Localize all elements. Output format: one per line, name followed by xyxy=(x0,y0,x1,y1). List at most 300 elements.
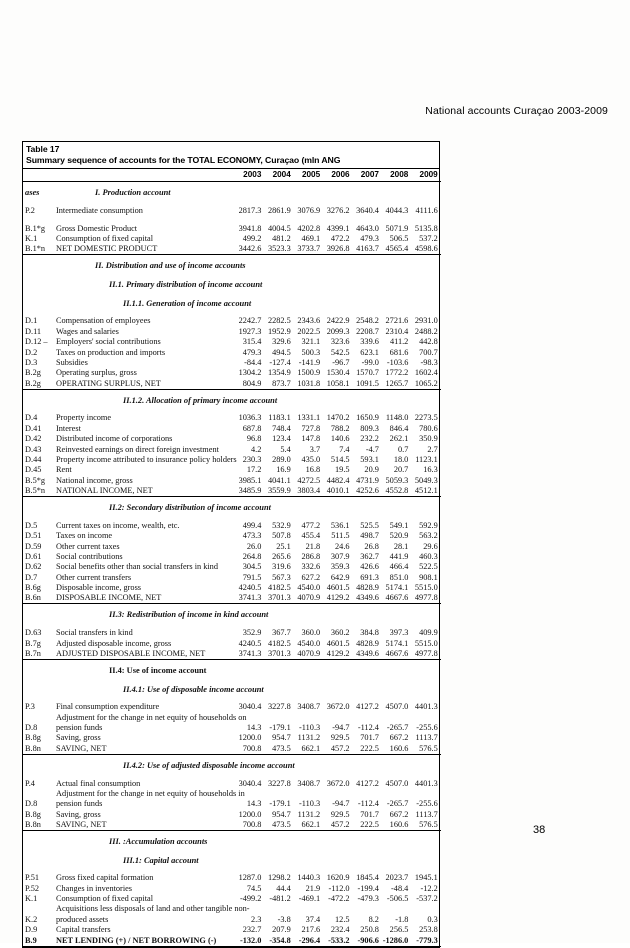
value-2004 xyxy=(264,789,293,799)
year-header-2006: 2006 xyxy=(323,169,352,181)
value-2006: 2422.9 xyxy=(326,316,350,326)
row-code: D.7 xyxy=(25,572,38,582)
table-row xyxy=(23,562,441,572)
table-caption: Summary sequence of accounts for the TOTAL ECONOMY, Curaçao (mln ANG xyxy=(26,154,341,165)
section-code-cell xyxy=(23,679,53,698)
value-2005: 1440.3 xyxy=(297,873,321,883)
value-2005: 332.6 xyxy=(301,562,321,572)
row-label: Saving, gross xyxy=(56,733,101,743)
table-row xyxy=(23,733,441,743)
value-2003: 3741.3 xyxy=(235,649,264,660)
section-blank-2005 xyxy=(294,831,323,850)
section-blank-2005 xyxy=(294,255,323,274)
value-2007: 3640.4 xyxy=(356,205,379,215)
value-2003: 4.2 xyxy=(251,444,262,454)
value-2004: 748.4 xyxy=(272,423,291,433)
row-label: OPERATING SURPLUS, NET xyxy=(53,378,235,389)
value-2006: 536.1 xyxy=(330,520,350,530)
value-2007: 20.9 xyxy=(364,465,379,475)
row-label: Consumption of fixed capital xyxy=(56,894,154,904)
value-2006: 457.2 xyxy=(323,820,352,831)
section-blank-2005 xyxy=(294,659,323,678)
value-2005: 1131.2 xyxy=(297,733,321,743)
table-row xyxy=(23,572,441,582)
section-blank-2004 xyxy=(264,604,293,623)
section-blank-2008 xyxy=(382,389,411,408)
row-code: D.8 xyxy=(25,723,38,733)
section-blank-2005 xyxy=(294,679,323,698)
value-2009: 442.8 xyxy=(419,337,438,347)
table-row xyxy=(23,894,441,904)
value-2007: 4828.9 xyxy=(356,583,379,593)
section-blank-2004 xyxy=(264,274,293,293)
section-blank-2008 xyxy=(382,659,411,678)
row-label: Operating surplus, gross xyxy=(56,368,137,378)
value-2008: -506.5 xyxy=(386,894,409,904)
table-row xyxy=(23,531,441,541)
value-2009: 253.8 xyxy=(419,925,438,935)
value-2004: -481.2 xyxy=(269,894,291,904)
table-row xyxy=(23,413,441,423)
row-label: National income, gross xyxy=(56,475,133,485)
row-code: B.2g xyxy=(23,378,53,389)
value-2003: 700.8 xyxy=(235,820,264,831)
section-blank-2007 xyxy=(353,754,382,773)
value-2008: 851.0 xyxy=(389,572,409,582)
value-2007: 701.7 xyxy=(360,733,379,743)
row-label: Property income attributed to insurance policy holders xyxy=(56,454,237,464)
section-blank-2003 xyxy=(235,659,264,678)
value-2007: 1091.5 xyxy=(353,378,382,389)
value-2006: -533.2 xyxy=(323,935,352,946)
section-blank-2004 xyxy=(264,659,293,678)
value-2006: 4601.5 xyxy=(326,638,350,648)
value-2008: 846.4 xyxy=(389,423,409,433)
section-blank-2006 xyxy=(323,679,352,698)
value-2006: 307.9 xyxy=(330,551,350,561)
value-2006: 788.2 xyxy=(330,423,350,433)
table-title-block xyxy=(23,142,439,169)
value-2003: -84.4 xyxy=(244,357,262,367)
value-2004: 3227.8 xyxy=(267,702,291,712)
value-2007: 232.2 xyxy=(360,434,379,444)
section-blank-2007 xyxy=(353,389,382,408)
row-code: B.7g xyxy=(25,638,41,648)
value-2008: 2310.4 xyxy=(385,326,409,336)
row-code: D.44 xyxy=(25,454,42,464)
row-code: P.51 xyxy=(25,873,40,883)
value-2003: 14.3 xyxy=(246,723,262,733)
value-2009: 576.5 xyxy=(411,820,440,831)
section-blank-2009 xyxy=(411,754,440,773)
page-number: 38 xyxy=(533,824,546,836)
section-blank-2009 xyxy=(411,659,440,678)
value-2006: 472.2 xyxy=(330,234,350,244)
value-2005: -110.3 xyxy=(299,723,321,733)
section-blank-2005 xyxy=(294,293,323,312)
value-2004: 1183.1 xyxy=(268,413,291,423)
row-label: Gross Domestic Product xyxy=(56,223,138,233)
table-row xyxy=(23,223,441,233)
section-heading-row xyxy=(23,679,441,698)
row-code: D.41 xyxy=(25,423,42,433)
section-blank-2005 xyxy=(294,181,323,200)
value-2006: -94.7 xyxy=(332,799,350,809)
section-blank-2004 xyxy=(264,181,293,200)
value-2006: 929.5 xyxy=(330,809,350,819)
value-2006: -112.0 xyxy=(328,883,350,893)
value-2009: 2.7 xyxy=(427,444,438,454)
value-2008: 20.7 xyxy=(393,465,409,475)
value-2009: -255.6 xyxy=(416,799,438,809)
value-2006: 1620.9 xyxy=(326,873,350,883)
value-2009: 1065.2 xyxy=(411,378,440,389)
value-2004: 954.7 xyxy=(272,809,291,819)
row-code: D.59 xyxy=(25,541,42,551)
table-row xyxy=(23,820,441,831)
value-2003: 1927.3 xyxy=(238,326,262,336)
section-blank-2008 xyxy=(382,293,411,312)
row-label: Interest xyxy=(56,423,81,433)
value-2009: 4598.6 xyxy=(411,244,440,255)
row-code: B.1*g xyxy=(25,223,46,233)
value-2004: -354.8 xyxy=(264,935,293,946)
value-2007: 4252.6 xyxy=(353,486,382,497)
value-2005: 21.9 xyxy=(305,883,321,893)
value-2003: 1200.0 xyxy=(238,733,262,743)
value-2004: 2861.9 xyxy=(267,205,291,215)
section-code-cell xyxy=(23,659,53,678)
value-2009: 563.2 xyxy=(419,531,438,541)
row-code: D.5 xyxy=(25,520,38,530)
value-2008: 262.1 xyxy=(389,434,409,444)
value-2007: 4349.6 xyxy=(353,593,382,604)
value-2008: 397.3 xyxy=(389,628,409,638)
row-code: D.42 xyxy=(25,434,42,444)
value-2007: 4643.0 xyxy=(356,223,379,233)
value-2007: 4127.2 xyxy=(356,702,379,712)
section-heading-label: II.4.1: Use of disposable income account xyxy=(123,684,264,694)
value-2003: 2817.3 xyxy=(238,205,262,215)
value-2005: 37.4 xyxy=(305,914,321,924)
value-2008: 549.1 xyxy=(389,520,409,530)
value-2009: 409.9 xyxy=(419,628,438,638)
value-2004: 473.5 xyxy=(264,743,293,754)
value-2005: 1031.8 xyxy=(294,378,323,389)
row-code: D.4 xyxy=(25,413,38,423)
value-2009: 16.3 xyxy=(423,465,438,475)
value-2005: 217.6 xyxy=(301,925,321,935)
row-label: Reinvested earnings on direct foreign investment xyxy=(56,444,219,454)
uses-column-label: ases xyxy=(25,187,40,197)
row-label: Final consumption expenditure xyxy=(56,702,160,712)
row-label: ADJUSTED DISPOSABLE INCOME, NET xyxy=(53,649,235,660)
section-blank-2009 xyxy=(411,389,440,408)
section-blank-2008 xyxy=(382,497,411,516)
row-code: B.6g xyxy=(25,583,41,593)
section-blank-2006 xyxy=(323,497,352,516)
value-2008: -1286.0 xyxy=(382,935,411,946)
value-2008: 2721.6 xyxy=(385,316,409,326)
value-2008: 506.5 xyxy=(389,234,409,244)
value-2005: 21.8 xyxy=(305,541,321,551)
table-row xyxy=(23,368,441,378)
value-2004: 473.5 xyxy=(264,820,293,831)
section-blank-2009 xyxy=(411,293,440,312)
value-2007: 525.5 xyxy=(360,520,379,530)
section-blank-2007 xyxy=(353,181,382,200)
section-blank-2009 xyxy=(411,255,440,274)
row-label: Taxes on production and imports xyxy=(56,347,166,357)
value-2009 xyxy=(411,712,440,722)
value-2008: 681.6 xyxy=(389,347,409,357)
value-2004: 207.9 xyxy=(272,925,291,935)
row-label: Consumption of fixed capital xyxy=(56,234,154,244)
section-blank-2005 xyxy=(294,754,323,773)
value-2003: 3040.4 xyxy=(238,702,262,712)
value-2003: 232.7 xyxy=(242,925,262,935)
section-code-cell xyxy=(23,850,53,869)
row-code: D.62 xyxy=(25,562,42,572)
value-2006: 3926.8 xyxy=(323,244,352,255)
value-2003: 3741.3 xyxy=(235,593,264,604)
value-2005 xyxy=(294,904,323,914)
value-2004: 1298.2 xyxy=(267,873,291,883)
value-2009: 0.3 xyxy=(427,914,438,924)
value-2009: 908.1 xyxy=(419,572,438,582)
table-row xyxy=(23,583,441,593)
table-row xyxy=(23,712,441,722)
value-2006: -96.7 xyxy=(332,357,350,367)
row-label: Compensation of employees xyxy=(56,316,151,326)
row-code: D.61 xyxy=(25,551,42,561)
value-2007: 1570.7 xyxy=(356,368,379,378)
value-2003: 304.5 xyxy=(242,562,262,572)
row-label: Social benefits other than social transfers in kind xyxy=(56,562,218,572)
table-number: Table 17 xyxy=(26,143,60,154)
table-row xyxy=(23,244,441,255)
value-2008: 5174.1 xyxy=(385,638,409,648)
value-2007: -199.4 xyxy=(357,883,379,893)
row-label: produced assets xyxy=(56,914,109,924)
value-2003: 499.2 xyxy=(242,234,262,244)
section-blank-2009 xyxy=(411,604,440,623)
value-2003: 26.0 xyxy=(246,541,262,551)
value-2008: 5071.9 xyxy=(385,223,409,233)
row-label: Social contributions xyxy=(56,551,123,561)
table-body xyxy=(23,181,441,946)
value-2009: 4512.1 xyxy=(411,486,440,497)
value-2008: 256.5 xyxy=(389,925,409,935)
value-2007: 426.6 xyxy=(360,562,379,572)
value-2009: -98.3 xyxy=(420,357,438,367)
value-2005: 3408.7 xyxy=(297,702,321,712)
section-heading-label: III.1: Capital account xyxy=(123,855,199,865)
value-2008: -265.7 xyxy=(386,799,409,809)
value-2008 xyxy=(382,712,411,722)
section-blank-2005 xyxy=(294,850,323,869)
section-blank-2007 xyxy=(353,831,382,850)
section-blank-2004 xyxy=(264,293,293,312)
table-row xyxy=(23,434,441,444)
section-blank-2008 xyxy=(382,679,411,698)
value-2006: 511.5 xyxy=(331,531,350,541)
value-2003: 499.4 xyxy=(242,520,262,530)
table-row xyxy=(23,883,441,893)
value-2009: 576.5 xyxy=(411,743,440,754)
value-2003: -499.2 xyxy=(239,894,262,904)
value-2003: 687.8 xyxy=(242,423,262,433)
value-2004: 329.6 xyxy=(272,337,291,347)
value-2004: 4004.5 xyxy=(267,223,291,233)
table-row xyxy=(23,552,441,562)
section-blank-2008 xyxy=(382,274,411,293)
table-header xyxy=(23,169,441,181)
value-2007: 4828.9 xyxy=(356,638,379,648)
section-blank-2006 xyxy=(323,754,352,773)
value-2007: 4127.2 xyxy=(356,778,379,788)
value-2009: 1123.1 xyxy=(415,454,438,464)
row-label: Disposable income, gross xyxy=(56,583,142,593)
section-heading-label: II.1.2. Allocation of primary income account xyxy=(53,389,235,408)
table-row xyxy=(23,649,441,660)
row-label: Other current taxes xyxy=(56,541,120,551)
row-code: D.9 xyxy=(25,925,38,935)
value-2007: 222.5 xyxy=(353,743,382,754)
value-2008 xyxy=(382,904,411,914)
value-2009: 4977.8 xyxy=(411,649,440,660)
row-label: Saving, gross xyxy=(56,809,101,819)
section-heading-row xyxy=(23,255,441,274)
table-row xyxy=(23,234,441,244)
value-2008: 520.9 xyxy=(389,531,409,541)
section-blank-2006 xyxy=(323,659,352,678)
row-code: D.11 xyxy=(25,326,42,336)
table-row xyxy=(23,593,441,604)
value-2007: 691.3 xyxy=(360,572,379,582)
row-code: P.4 xyxy=(25,778,35,788)
value-2006: 3276.2 xyxy=(326,205,350,215)
running-head: National accounts Curaçao 2003-2009 xyxy=(425,105,608,117)
value-2009: 460.3 xyxy=(419,551,438,561)
year-header-2003: 2003 xyxy=(235,169,264,181)
value-2006: 359.3 xyxy=(330,562,350,572)
section-blank-2009 xyxy=(411,850,440,869)
value-2008: 1772.2 xyxy=(385,368,409,378)
value-2009: 350.9 xyxy=(419,434,438,444)
value-2008: 667.2 xyxy=(389,733,409,743)
table-row xyxy=(23,486,441,497)
row-label: Acquisitions less disposals of land and other tangible non- xyxy=(56,904,250,914)
value-2004: 123.4 xyxy=(272,434,291,444)
value-2003: 3941.8 xyxy=(238,223,262,233)
value-2009: 1602.4 xyxy=(414,368,438,378)
value-2008: -48.4 xyxy=(391,883,409,893)
value-2005: 3.7 xyxy=(309,444,321,454)
section-blank-2009 xyxy=(411,274,440,293)
section-blank-2006 xyxy=(323,604,352,623)
row-code: B.9 xyxy=(23,935,53,946)
row-code: D.1 xyxy=(25,316,38,326)
row-code xyxy=(23,904,53,914)
value-2005: 477.2 xyxy=(301,520,321,530)
year-header-2007: 2007 xyxy=(353,169,382,181)
value-2005: 4070.9 xyxy=(294,649,323,660)
value-2005 xyxy=(294,712,323,722)
statistical-table xyxy=(22,141,440,948)
value-2006: 1058.1 xyxy=(323,378,352,389)
row-label: Changes in inventories xyxy=(56,883,133,893)
section-heading-label: II.4.2: Use of adjusted disposable income account xyxy=(53,754,235,773)
section-blank-2009 xyxy=(411,831,440,850)
section-blank-2007 xyxy=(353,255,382,274)
value-2007: 4163.7 xyxy=(353,244,382,255)
section-heading-row xyxy=(23,831,441,850)
row-label: Adjusted disposable income, gross xyxy=(56,638,172,648)
year-header-row xyxy=(23,169,441,181)
table-row xyxy=(23,914,441,924)
value-2008: 0.7 xyxy=(397,444,409,454)
table-row xyxy=(23,809,441,819)
value-2008: 466.4 xyxy=(389,562,409,572)
value-2009: 700.7 xyxy=(419,347,438,357)
section-code-cell xyxy=(23,754,53,773)
value-2003: 791.5 xyxy=(242,572,262,582)
section-blank-2007 xyxy=(353,497,382,516)
row-label: Distributed income of corporations xyxy=(56,434,173,444)
table-row xyxy=(23,358,441,368)
value-2006: 4129.2 xyxy=(323,593,352,604)
value-2008: -103.6 xyxy=(386,357,409,367)
table-row xyxy=(23,799,441,809)
table-row xyxy=(23,205,441,215)
value-2005: 727.8 xyxy=(301,423,321,433)
row-label: Capital transfers xyxy=(56,925,111,935)
value-2006: 140.6 xyxy=(330,434,350,444)
table-row xyxy=(23,702,441,712)
value-2005: 2022.5 xyxy=(297,326,321,336)
value-2008: -265.7 xyxy=(386,723,409,733)
row-label: Actual final consumption xyxy=(56,778,141,788)
value-2005: -469.1 xyxy=(298,894,321,904)
row-code: K.2 xyxy=(25,914,38,924)
value-2009: 4401.3 xyxy=(414,702,438,712)
value-2003: 1287.0 xyxy=(238,873,262,883)
row-label: Current taxes on income, wealth, etc. xyxy=(56,520,180,530)
value-2008: 4552.8 xyxy=(382,486,411,497)
value-2003: 479.3 xyxy=(242,347,262,357)
value-2004: -179.1 xyxy=(269,799,291,809)
row-code: D.45 xyxy=(25,465,42,475)
table-row xyxy=(23,326,441,336)
section-heading-row xyxy=(23,604,441,623)
value-2007: 26.8 xyxy=(364,541,379,551)
value-2003: 804.9 xyxy=(235,378,264,389)
value-2004: 567.3 xyxy=(272,572,291,582)
table-row xyxy=(23,904,441,914)
table-row xyxy=(23,520,441,530)
value-2003: 1304.2 xyxy=(238,368,262,378)
value-2005: 286.8 xyxy=(301,551,321,561)
value-2006: -472.2 xyxy=(328,894,350,904)
value-2003: 264.8 xyxy=(242,551,262,561)
value-2005: 627.2 xyxy=(301,572,321,582)
value-2009: 5515.0 xyxy=(414,638,438,648)
row-label: Gross fixed capital formation xyxy=(56,873,154,883)
value-2009: 29.6 xyxy=(423,541,438,551)
value-2005: 4202.8 xyxy=(297,223,321,233)
value-2003: 1200.0 xyxy=(238,809,262,819)
